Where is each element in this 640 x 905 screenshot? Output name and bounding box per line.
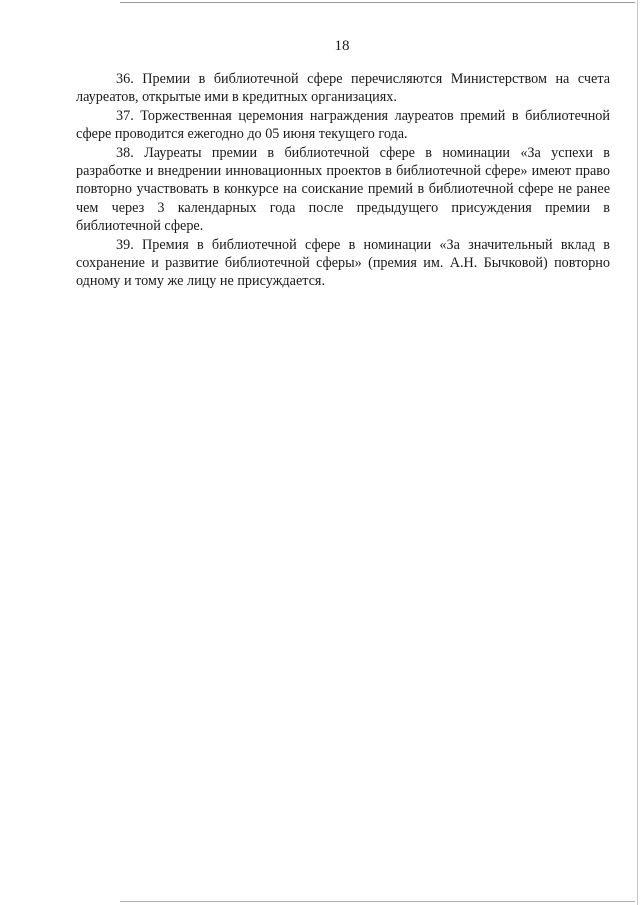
- document-body: [76, 70, 610, 291]
- page-number: 18: [334, 38, 350, 54]
- paragraph-39: 39. Премия в библиотечной сфере в номинации «За значительный вклад в сохранение и развитие библиотечной сферы» (премия им. А.Н. Бычковой) повторно одному и тому же лицу не присуждается.: [76, 236, 610, 290]
- scan-edge-right: [637, 0, 638, 905]
- paragraph-37: 37. Торжественная церемония награждения лауреатов премий в библиотечной сфере проводится ежегодно до 05 июня текущего года.: [76, 107, 610, 143]
- scan-edge-top: [120, 2, 635, 3]
- paragraph-36: 36. Премии в библиотечной сфере перечисляются Министерством на счета лауреатов, открытые ими в кредитных организациях.: [76, 71, 610, 106]
- scan-edge-bottom: [120, 901, 635, 902]
- paragraph-38: 38. Лауреаты премии в библиотечной сфере в номинации «За успехи в разработке и внедрении инновационных проектов в библиотечной сфере» имеют право повторно участвовать в конкурсе на соискание премий в библиотечной сфере не ранее чем через 3 календарных года после предыдущего присуждения премии в библиотечной сфере.: [76, 144, 610, 235]
